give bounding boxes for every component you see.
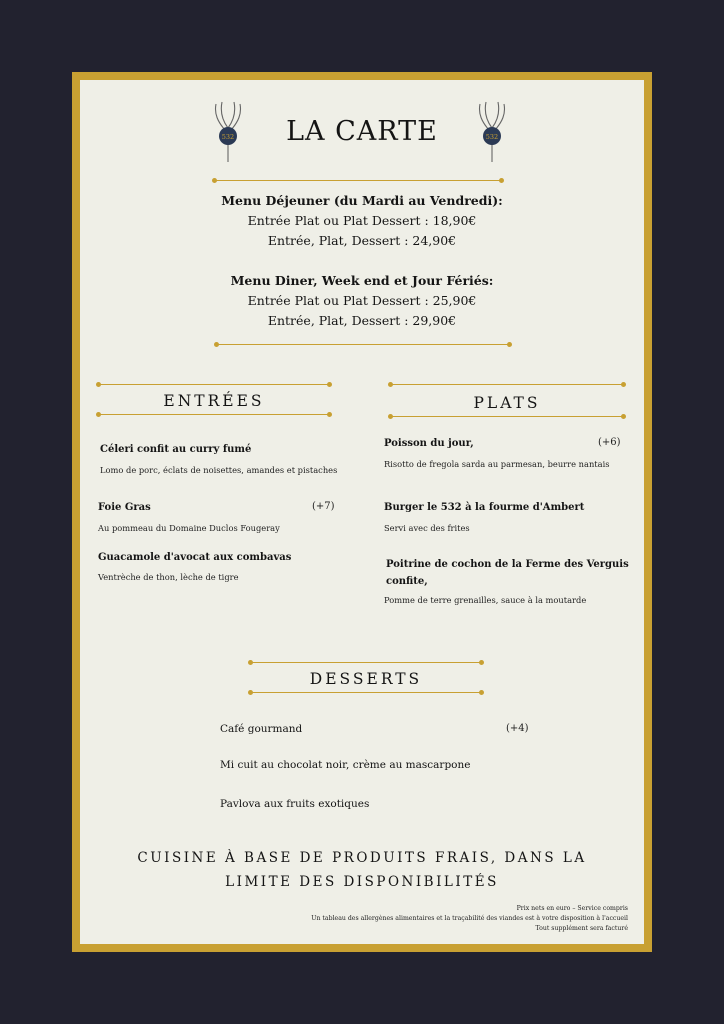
entree-name: Foie Gras xyxy=(98,502,151,513)
footer-note: Prix nets en euro – Service compris xyxy=(516,905,628,912)
entree-desc: Au pommeau du Domaine Duclos Fougeray xyxy=(98,523,280,533)
plat-supplement: (+6) xyxy=(598,437,621,448)
dessert-supplement: (+4) xyxy=(506,723,529,734)
dessert-name: Mi cuit au chocolat noir, crème au mascarpone xyxy=(220,759,471,771)
footer-notes xyxy=(311,904,628,934)
plat-name: Poitrine de cochon de la Ferme des Verguis xyxy=(386,559,629,570)
plat-desc: Pomme de terre grenailles, sauce à la moutarde xyxy=(384,595,587,605)
menu-dinner-heading: Menu Diner, Week end et Jour Fériés: xyxy=(230,273,494,288)
section-desserts-heading: DESSERTS xyxy=(309,670,423,688)
menu-lunch-heading: Menu Déjeuner (du Mardi au Vendredi): xyxy=(221,193,503,208)
footer-note: Un tableau des allergènes alimentaires et la traçabilité des viandes est à votre disposition à l'accueil xyxy=(311,915,628,922)
footer-note: Tout supplément sera facturé xyxy=(535,925,628,932)
section-plats-heading: PLATS xyxy=(473,394,541,412)
plat-desc: Risotto de fregola sarda au parmesan, beurre nantais xyxy=(384,459,610,469)
plat-name-continued: confite, xyxy=(386,576,428,587)
plat-name: Poisson du jour, xyxy=(384,438,474,449)
entree-desc: Lomo de porc, éclats de noisettes, amandes et pistaches xyxy=(100,465,338,475)
gold-divider xyxy=(216,344,510,345)
footer-line: CUISINE À BASE DE PRODUITS FRAIS, DANS LA xyxy=(137,850,587,866)
dessert-name: Pavlova aux fruits exotiques xyxy=(220,798,370,810)
gold-divider xyxy=(98,414,330,415)
gold-divider xyxy=(250,662,482,663)
gold-divider xyxy=(250,692,482,693)
footer-statement xyxy=(80,846,644,894)
page-title: LA CARTE xyxy=(286,116,438,147)
emblem-number: 532 xyxy=(485,133,499,141)
gold-divider xyxy=(390,416,624,417)
section-entrees-heading: ENTRÉES xyxy=(163,392,265,410)
entree-desc: Ventrèche de thon, lèche de tigre xyxy=(98,572,239,582)
menu-lunch-line: Entrée, Plat, Dessert : 24,90€ xyxy=(267,233,457,248)
plat-desc: Servi avec des frites xyxy=(384,523,470,533)
menu-lunch-line: Entrée Plat ou Plat Dessert : 18,90€ xyxy=(247,213,477,228)
emblem-number: 532 xyxy=(221,133,235,141)
footer-line: LIMITE DES DISPONIBILITÉS xyxy=(225,874,499,890)
entree-supplement: (+7) xyxy=(312,501,335,512)
entree-name: Céleri confit au curry fumé xyxy=(100,444,252,455)
entree-name: Guacamole d'avocat aux combavas xyxy=(98,552,292,563)
dessert-name: Café gourmand xyxy=(220,723,303,735)
gold-divider xyxy=(390,384,624,385)
menu-dinner-line: Entrée, Plat, Dessert : 29,90€ xyxy=(267,313,457,328)
menu-card xyxy=(72,72,652,952)
gold-divider xyxy=(98,384,330,385)
menu-dinner-line: Entrée Plat ou Plat Dessert : 25,90€ xyxy=(247,293,477,308)
gold-divider xyxy=(214,180,502,181)
plat-name: Burger le 532 à la fourme d'Ambert xyxy=(384,502,585,513)
